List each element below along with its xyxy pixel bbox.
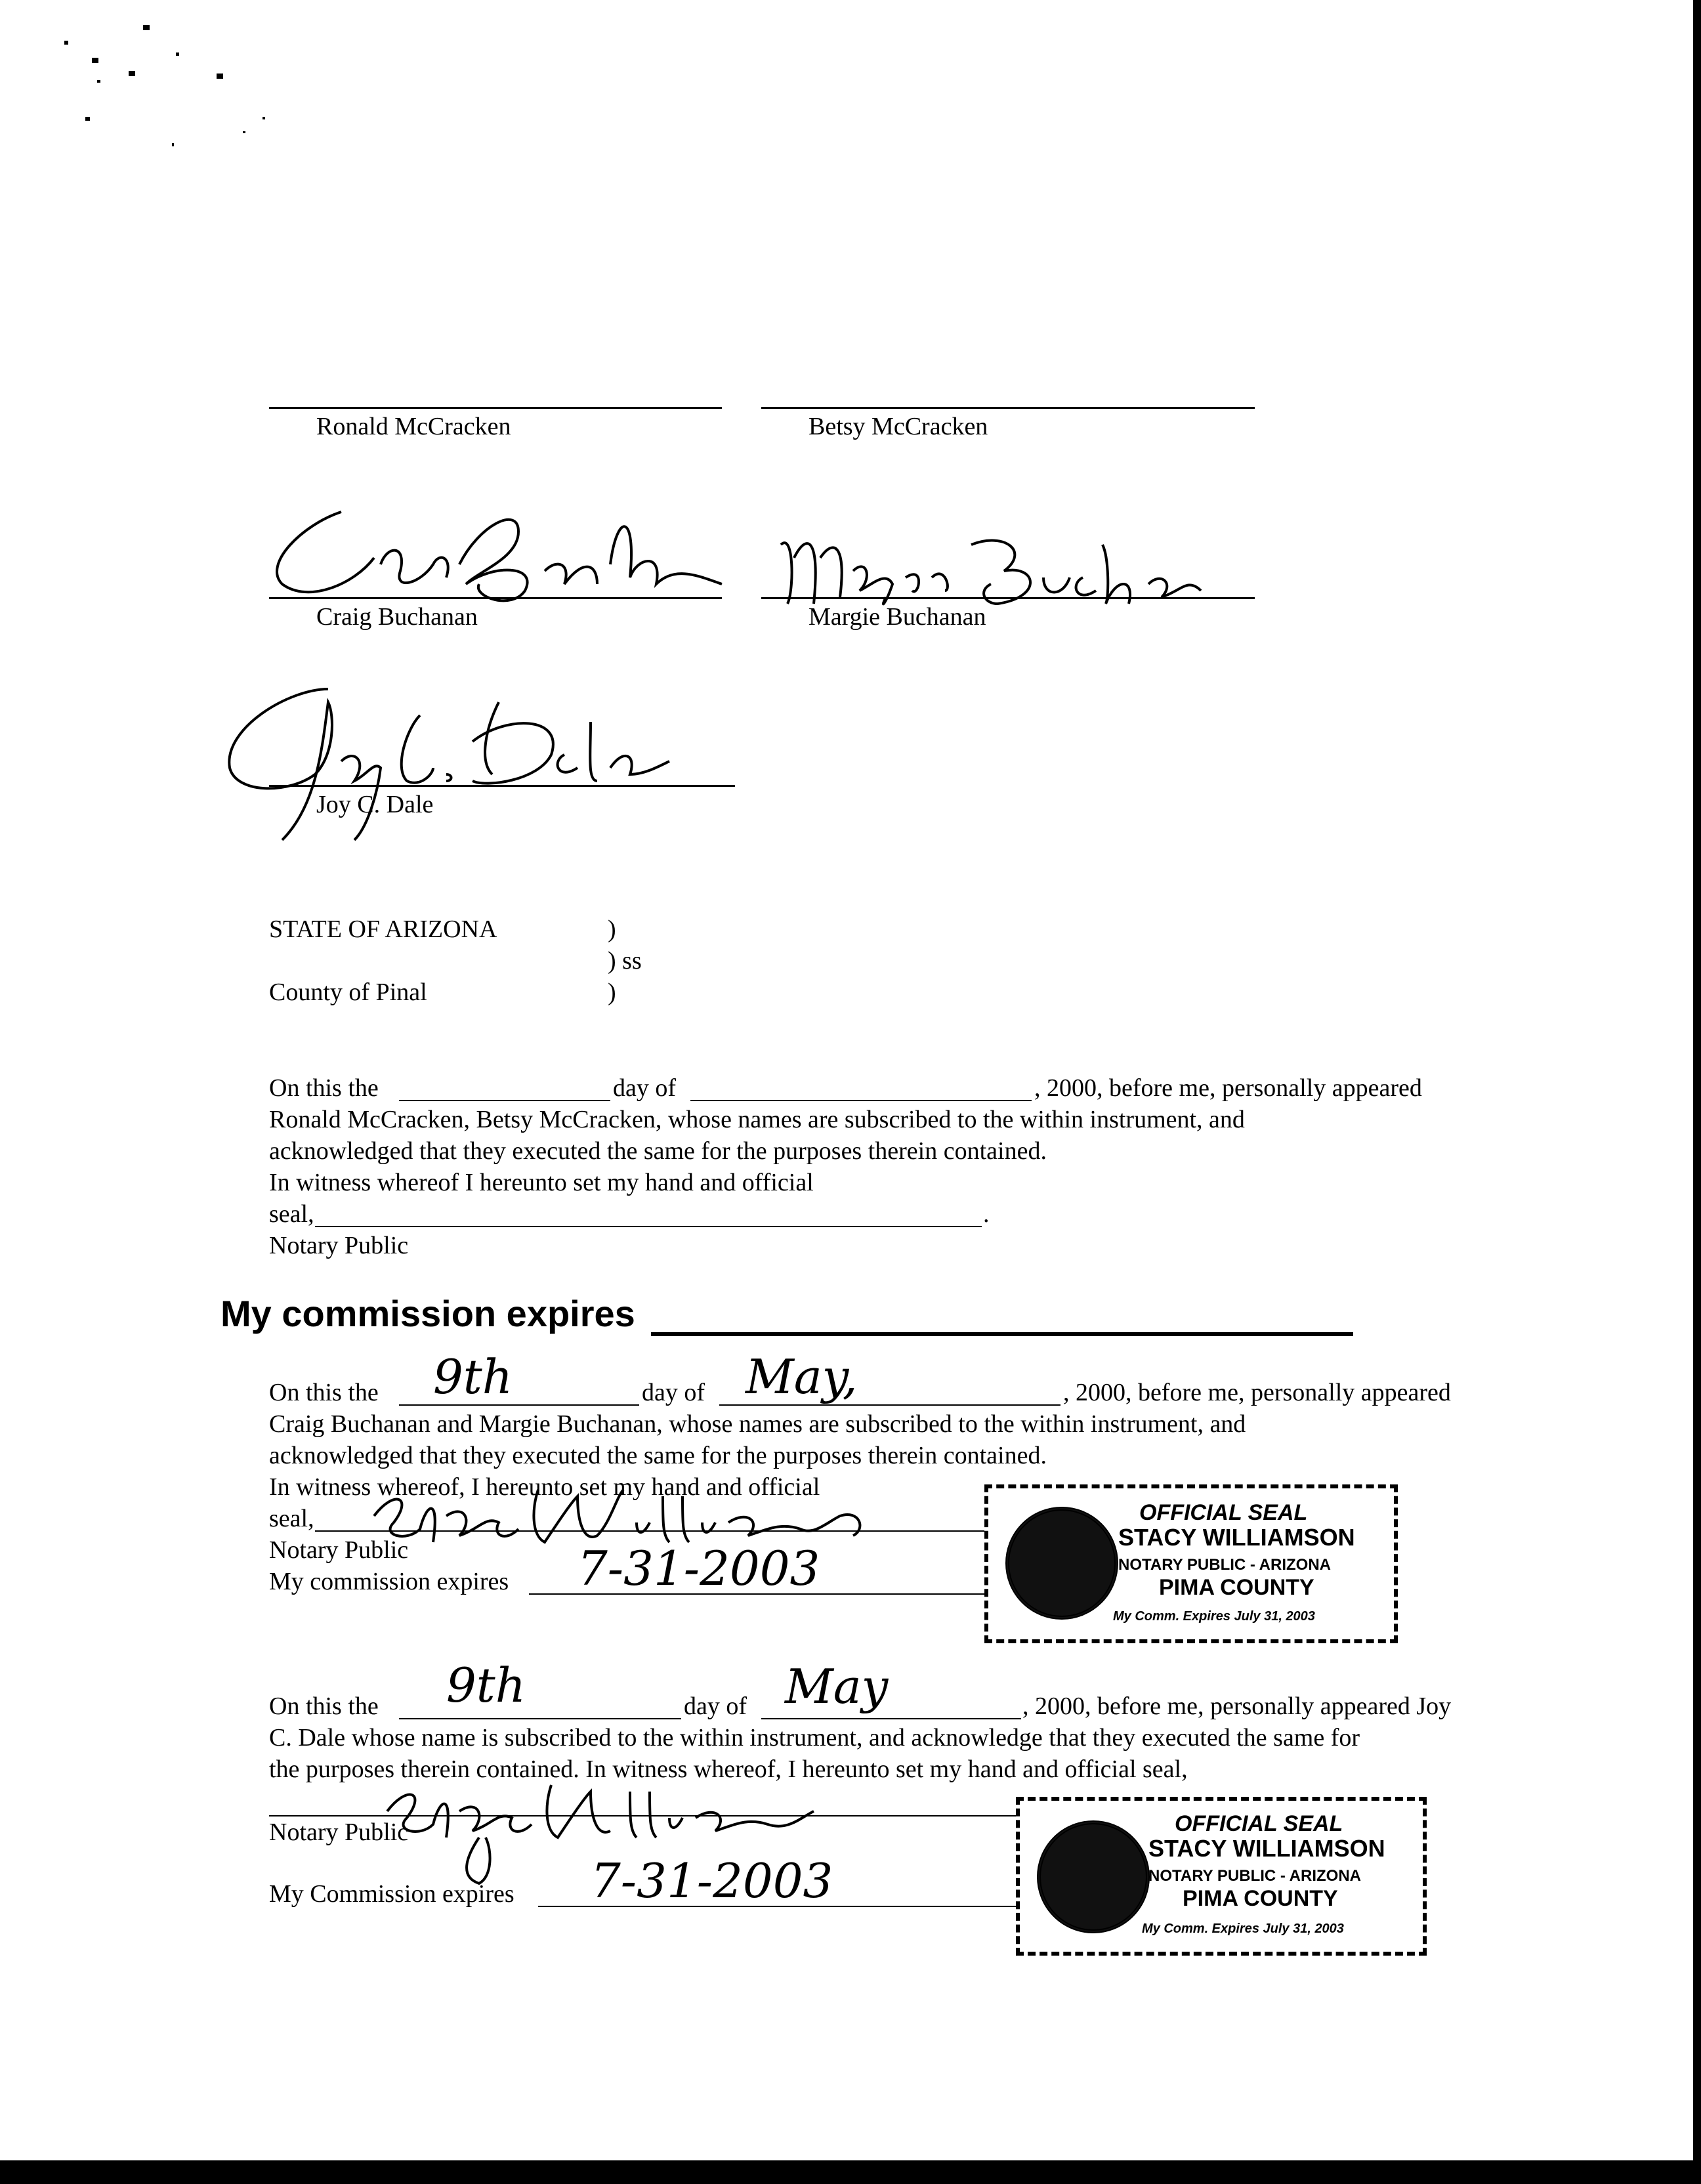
signature-line-ronald: [269, 407, 722, 409]
block2-month-blank: [719, 1404, 1060, 1406]
block1-seal-blank: [315, 1226, 982, 1227]
seal-emblem-1: [1005, 1507, 1118, 1620]
seal1-line-5: My Comm. Expires July 31, 2003: [1113, 1609, 1315, 1624]
signatory-name-ronald: Ronald McCracken: [316, 413, 511, 440]
block2-day-handwritten: 9th: [433, 1349, 513, 1404]
seal2-line-3: NOTARY PUBLIC - ARIZONA: [1148, 1867, 1361, 1885]
block1-tail: , 2000, before me, personally appeared: [1034, 1074, 1422, 1102]
block1-seal: seal,: [269, 1200, 314, 1228]
block1-month-blank: [690, 1100, 1032, 1101]
signatory-name-craig: Craig Buchanan: [316, 603, 478, 631]
block3-expires-handwritten: 7-31-2003: [591, 1853, 833, 1908]
seal1-line-4: PIMA COUNTY: [1159, 1575, 1314, 1600]
venue-county: County of Pinal: [269, 978, 427, 1006]
block3-commission: My Commission expires: [269, 1880, 514, 1908]
block1-day-of: day of: [613, 1074, 677, 1102]
block2-line-3: acknowledged that they executed the same for the purposes therein contained.: [269, 1442, 1047, 1469]
block1-line-3: acknowledged that they executed the same for the purposes therein contained.: [269, 1137, 1047, 1165]
block3-on-this-the: On this the: [269, 1692, 379, 1720]
signature-line-margie: [761, 597, 1255, 599]
commission-heading: My commission expires: [220, 1293, 635, 1334]
venue-state: STATE OF ARIZONA: [269, 915, 497, 943]
block3-tail: , 2000, before me, personally appeared Joy: [1022, 1692, 1452, 1720]
seal2-line-4: PIMA COUNTY: [1183, 1886, 1338, 1911]
block2-month-handwritten: May,: [746, 1349, 858, 1404]
block3-day-blank: [399, 1718, 681, 1719]
seal1-line-2: STACY WILLIAMSON: [1118, 1524, 1355, 1551]
block1-notary: Notary Public: [269, 1232, 409, 1259]
block2-line-4: In witness whereof, I hereunto set my hand and official: [269, 1473, 820, 1501]
block3-month-blank: [761, 1718, 1021, 1719]
notary-seal-1: [984, 1484, 1398, 1643]
block3-day-of: day of: [684, 1692, 747, 1720]
signatory-name-betsy: Betsy McCracken: [808, 413, 988, 440]
seal2-line-5: My Comm. Expires July 31, 2003: [1142, 1922, 1344, 1936]
block3-day-handwritten: 9th: [446, 1658, 526, 1713]
signature-joy: [210, 676, 682, 853]
block1-on-this-the: On this the: [269, 1074, 379, 1102]
seal-emblem-2: [1037, 1820, 1150, 1933]
block2-day-blank: [399, 1404, 639, 1406]
block2-seal: seal,: [269, 1505, 314, 1532]
block2-day-of: day of: [642, 1379, 705, 1406]
block3-month-handwritten: May: [785, 1659, 889, 1714]
block2-expires-handwritten: 7-31-2003: [578, 1541, 820, 1596]
block3-notary: Notary Public: [269, 1818, 409, 1846]
signatory-name-margie: Margie Buchanan: [808, 603, 986, 631]
block2-line-2: Craig Buchanan and Margie Buchanan, whose names are subscribed to the within instrument, and: [269, 1410, 1246, 1438]
seal1-line-3: NOTARY PUBLIC - ARIZONA: [1118, 1556, 1331, 1574]
venue-paren-1: ): [608, 915, 616, 943]
signatory-name-joy: Joy C. Dale: [316, 791, 434, 818]
block2-notary: Notary Public: [269, 1536, 409, 1564]
block2-on-this-the: On this the: [269, 1379, 379, 1406]
block1-seal-end: .: [983, 1200, 990, 1228]
block3-line-2: C. Dale whose name is subscribed to the within instrument, and acknowledge that they executed the same for: [269, 1724, 1360, 1752]
notary-seal-2: [1016, 1797, 1427, 1956]
block3-line-3: the purposes therein contained. In witness whereof, I hereunto set my hand and official seal,: [269, 1755, 1188, 1783]
signature-line-betsy: [761, 407, 1255, 409]
signature-line-craig: [269, 597, 722, 599]
venue-ss: ) ss: [608, 947, 642, 975]
commission-heading-blank: [651, 1332, 1353, 1336]
venue-paren-3: ): [608, 978, 616, 1006]
seal2-line-2: STACY WILLIAMSON: [1148, 1835, 1385, 1862]
block2-commission: My commission expires: [269, 1568, 509, 1595]
block2-tail: , 2000, before me, personally appeared: [1063, 1379, 1451, 1406]
block2-notary-signature: [354, 1470, 892, 1549]
seal2-line-1: OFFICIAL SEAL: [1175, 1811, 1343, 1836]
signature-line-joy: [269, 785, 735, 787]
block1-line-4: In witness whereof I hereunto set my hand and official: [269, 1169, 814, 1196]
seal1-line-1: OFFICIAL SEAL: [1139, 1500, 1308, 1525]
block1-line-2: Ronald McCracken, Betsy McCracken, whose names are subscribed to the within instrument, and: [269, 1106, 1245, 1133]
block1-day-blank: [399, 1100, 610, 1101]
